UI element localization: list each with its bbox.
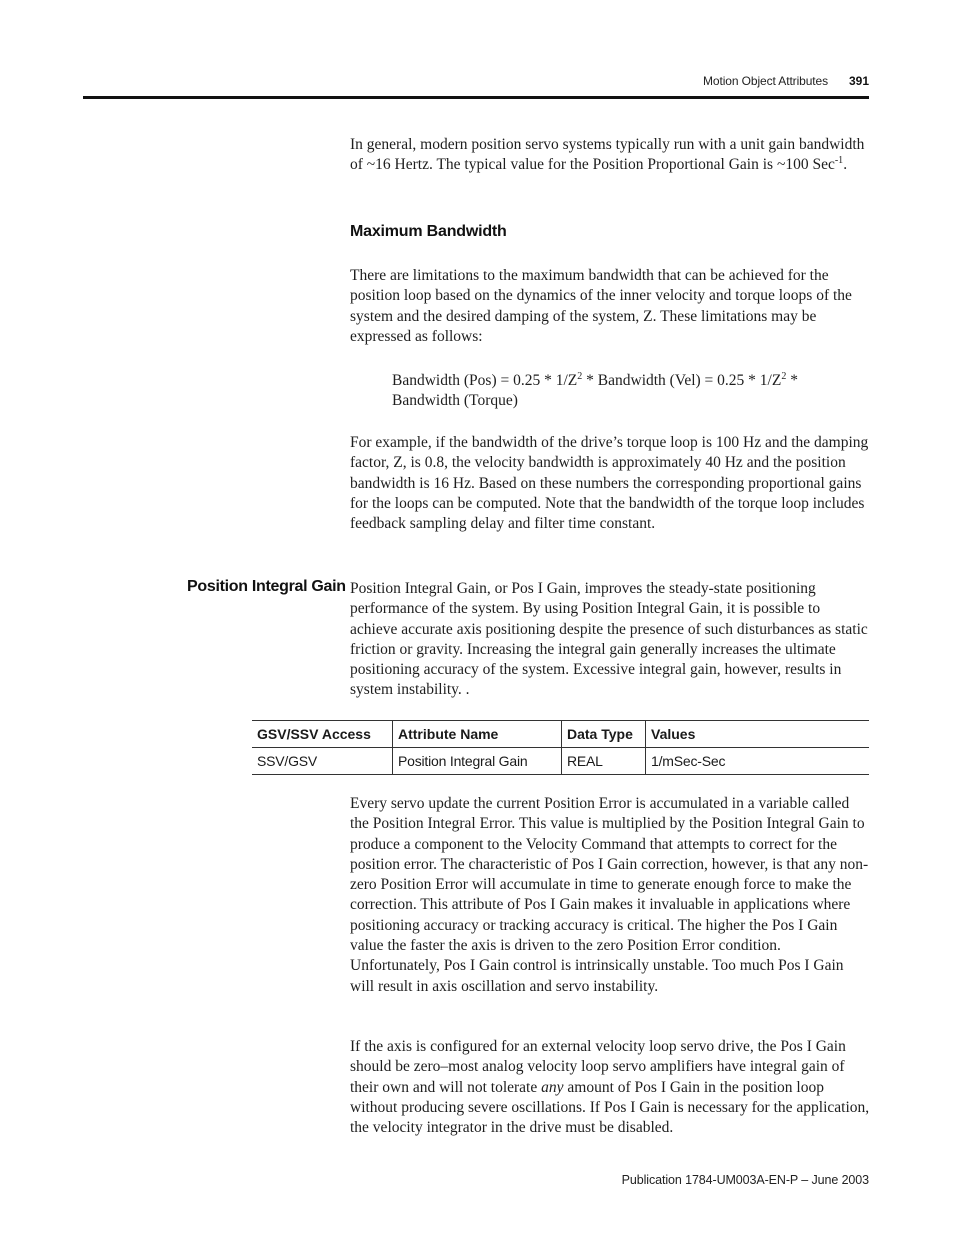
pig-paragraph-2-text: Every servo update the current Position Error is accumulated in a variable called the Position Integral Error. This value is multiplied by the Position Integral Gain to produce a component to the Velocity Command that attempts to correct for the position error. The characteristic of Pos I Gain correction, however, is that any non-zero Position Error will accumulate in time to generate enough force to make the correction. This attribute of Pos I Gain makes it invaluable in applications where positioning accuracy or tracking accuracy is critical. The higher the Pos I Gain value the faster the axis is driven to the zero Position Error condition. Unfortunately, Pos I Gain control is intrinsically unstable. Too much Pos I Gain will result in axis oscillation and servo instability. (350, 795, 869, 995)
column-header-data-type: Data Type (562, 721, 646, 748)
bandwidth-formula (392, 371, 862, 412)
pig-paragraph-3-emphasis: any (541, 1078, 564, 1096)
cell-data-type: REAL (562, 748, 646, 775)
formula-part-1: Bandwidth (Pos) = 0.25 * 1/Z (392, 372, 578, 389)
pig-paragraph-3-before: If the axis is configured for an external velocity loop servo drive, the Pos I Gain should be zero–most analog velocity loop servo amplifiers have integral gain of their own and will not tolerate (350, 1038, 846, 1096)
intro-text: In general, modern position servo systems typically run with a unit gain bandwidth of ~16 Hertz. The typical value for the Position Proportional Gain is ~100 Sec (350, 136, 865, 174)
cell-access: SSV/GSV (257, 753, 318, 769)
formula-sup-1: 2 (577, 371, 583, 382)
pig-paragraph-3-after: amount of Pos I Gain in the position loop without producing severe oscillations. If Pos I Gain is necessary for the application, the velocity integrator in the drive must be disabled. (350, 1078, 870, 1137)
column-header-values: Values (646, 721, 870, 748)
pig-intro-text: Position Integral Gain, or Pos I Gain, improves the steady-state positioning performance of the system. By using Position Integral Gain, it is possible to achieve accurate axis positioning despite the presence of such disturbances as static friction or gravity. Increasing the integral gain generally increases the ultimate positioning accuracy of the system. Excessive integral gain, however, results in system instability. . (350, 580, 868, 699)
running-header-section: Motion Object Attributes (703, 74, 828, 88)
page-number: 391 (848, 74, 869, 88)
formula-part-2: * Bandwidth (Vel) = 0.25 * 1/Z (582, 372, 782, 389)
cell-values: 1/mSec-Sec (646, 748, 870, 775)
header-rule (83, 96, 869, 99)
intro-end: . (843, 156, 848, 174)
publication-footer: Publication 1784-UM003A-EN-P – June 2003 (621, 1173, 869, 1187)
table-header-row (252, 721, 869, 748)
formula-sup-2: 2 (781, 371, 787, 382)
position-integral-gain-heading: Position Integral Gain (187, 578, 346, 595)
max-bandwidth-paragraph-2 (350, 433, 870, 534)
pig-paragraph-3 (350, 1037, 870, 1138)
attribute-table (252, 720, 869, 775)
formula-part-3: * Bandwidth (Torque) (392, 372, 798, 410)
max-bandwidth-paragraph-1-text: There are limitations to the maximum bandwidth that can be achieved for the position loop based on the dynamics of the inner velocity and torque loops of the system and the desired damping of the system, Z. These limitations may be expressed as follows: (350, 267, 852, 345)
max-bandwidth-paragraph-2-text: For example, if the bandwidth of the drive’s torque loop is 100 Hz and the damping factor, Z, is 0.8, the velocity bandwidth is approximately 40 Hz and the position bandwidth is 16 Hz. Based on these numbers the corresponding proportional gains for the loops can be computed. Note that the bandwidth of the torque loop includes feedback sampling delay and filter time constant. (350, 434, 869, 533)
intro-paragraph (350, 135, 870, 176)
table-row (252, 748, 869, 775)
intro-superscript: -1 (834, 155, 844, 167)
cell-attribute-name: Position Integral Gain (393, 748, 562, 775)
maximum-bandwidth-heading: Maximum Bandwidth (350, 223, 507, 240)
max-bandwidth-paragraph-1 (350, 266, 870, 347)
column-header-attribute-name: Attribute Name (393, 721, 562, 748)
pig-paragraph-2 (350, 794, 870, 997)
pig-intro-paragraph (350, 579, 870, 701)
column-header-access: GSV/SSV Access (257, 726, 371, 742)
